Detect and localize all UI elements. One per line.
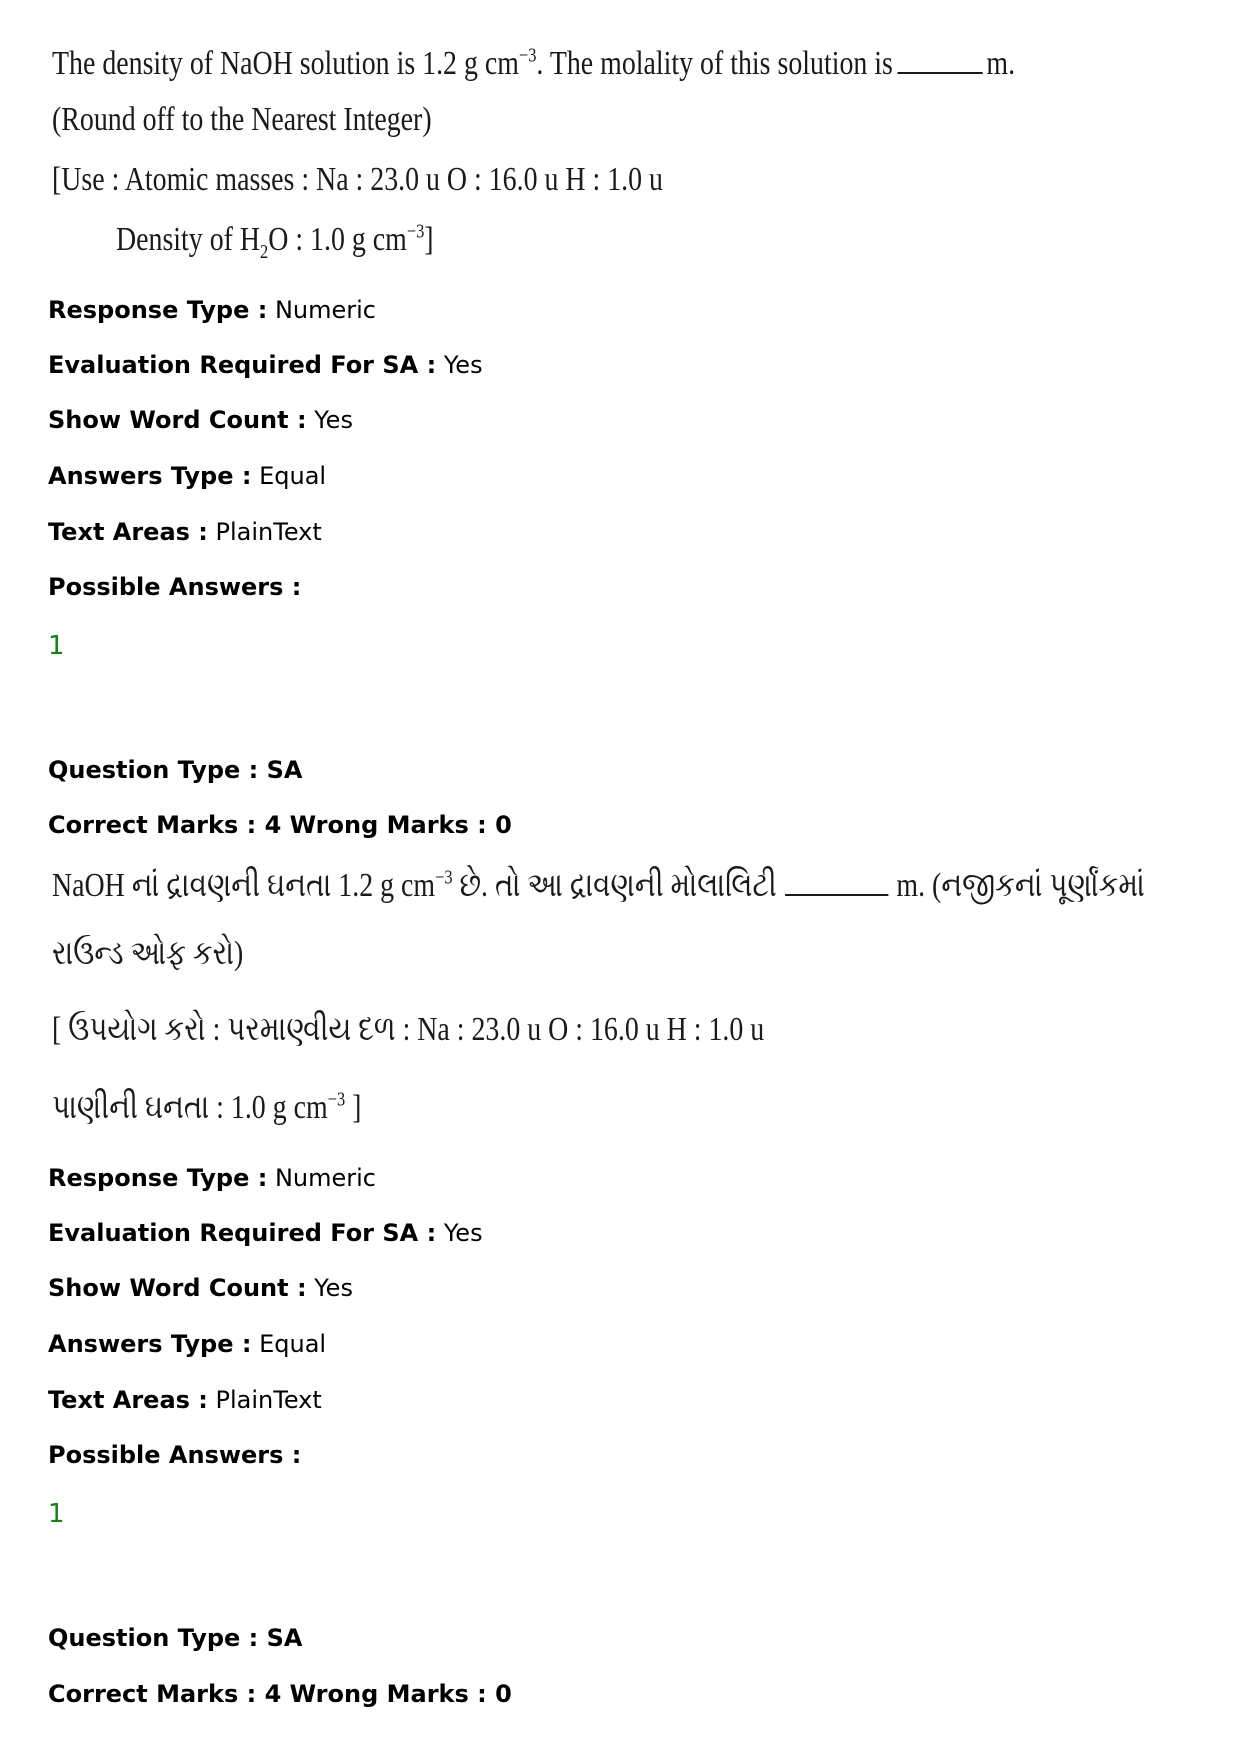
q2-stem-line1: NaOH નાં દ્રાવણની ઘનતા 1.2 g $cm^{-3}$ છે. તો આ દ્રાવણની મોલાલિટી m. (નજીકનાં પૂર્ણાંકમાં <box>52 866 1145 904</box>
q2-question-type: Question Type : SA <box>48 756 303 784</box>
q2-show-word-count: Show Word Count : Yes <box>48 1274 353 1302</box>
q2-evaluation-required: Evaluation Required For SA : Yes <box>48 1219 483 1247</box>
q2-stem-line2: રાઉન્ડ ઓફ કરો) <box>52 935 244 972</box>
q1-possible-answer: 1 <box>48 631 65 661</box>
q2-text-areas: Text Areas : PlainText <box>48 1386 322 1414</box>
q1-response-type: Response Type : Numeric <box>48 296 376 324</box>
answer-blank <box>785 868 888 896</box>
q1-stem-line3: [Use : Atomic masses : Na : 23.0 u O : 16.0 u H : 1.0 u <box>52 161 664 198</box>
q1-stem-line2: (Round off to the Nearest Integer) <box>52 101 432 138</box>
q1-stem-line1: The density of NaOH solution is 1.2 g $cm^{-3}$. The molality of this solution is m. <box>52 44 1016 82</box>
q3-question-type: Question Type : SA <box>48 1624 303 1652</box>
q2-stem-line3: [ ઉપયોગ કરો : પરમાણ્વીય દળ : Na : 23.0 u O : 16.0 u H : 1.0 u <box>52 1011 765 1048</box>
q1-answers-type: Answers Type : Equal <box>48 462 327 490</box>
q2-possible-answers-label: Possible Answers : <box>48 1441 302 1469</box>
q1-stem-line4: Density of $H_2O$ : 1.0 g $cm^{-3}$] <box>116 220 434 263</box>
q2-stem-line4: પાણીની ઘનતા : 1.0 g $cm^{-3}$ ] <box>52 1088 362 1126</box>
q1-evaluation-required: Evaluation Required For SA : Yes <box>48 351 483 379</box>
q2-response-type: Response Type : Numeric <box>48 1164 376 1192</box>
q2-answers-type: Answers Type : Equal <box>48 1330 327 1358</box>
q1-text-areas: Text Areas : PlainText <box>48 518 322 546</box>
q3-marks: Correct Marks : 4 Wrong Marks : 0 <box>48 1680 512 1708</box>
answer-blank <box>898 46 983 74</box>
q1-show-word-count: Show Word Count : Yes <box>48 406 353 434</box>
q2-marks: Correct Marks : 4 Wrong Marks : 0 <box>48 811 512 839</box>
q1-possible-answers-label: Possible Answers : <box>48 573 302 601</box>
q2-possible-answer: 1 <box>48 1499 65 1529</box>
